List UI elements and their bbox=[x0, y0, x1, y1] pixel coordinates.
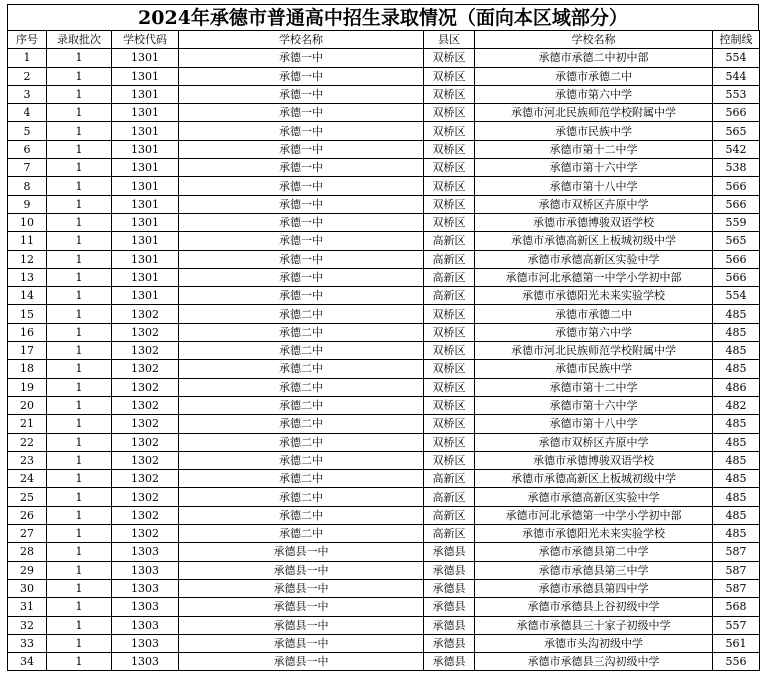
district-cell: 双桥区 bbox=[424, 85, 475, 103]
seq-cell: 11 bbox=[8, 232, 47, 250]
source-school-cell: 承德市承德县三沟初级中学 bbox=[475, 653, 713, 671]
school-code-cell: 1302 bbox=[112, 396, 179, 414]
admission-table bbox=[7, 30, 760, 671]
school-code-cell: 1302 bbox=[112, 433, 179, 451]
school-name-cell: 承德一中 bbox=[179, 49, 424, 67]
batch-cell: 1 bbox=[47, 159, 112, 177]
source-school-cell: 承德市承德阳光未来实验学校 bbox=[475, 287, 713, 305]
source-school-cell: 承德市承德二中 bbox=[475, 305, 713, 323]
district-cell: 承德县 bbox=[424, 579, 475, 597]
batch-cell: 1 bbox=[47, 433, 112, 451]
school-name-cell: 承德县一中 bbox=[179, 616, 424, 634]
table-row bbox=[8, 616, 760, 634]
table-row bbox=[8, 433, 760, 451]
seq-cell: 5 bbox=[8, 122, 47, 140]
seq-cell: 17 bbox=[8, 342, 47, 360]
school-code-cell: 1301 bbox=[112, 67, 179, 85]
school-code-cell: 1302 bbox=[112, 342, 179, 360]
source-school-cell: 承德市民族中学 bbox=[475, 122, 713, 140]
control-line-cell: 587 bbox=[713, 579, 760, 597]
source-school-cell: 承德市双桥区卉原中学 bbox=[475, 195, 713, 213]
table-row bbox=[8, 488, 760, 506]
school-name-cell: 承德一中 bbox=[179, 287, 424, 305]
table-row bbox=[8, 415, 760, 433]
school-name-cell: 承德二中 bbox=[179, 378, 424, 396]
seq-cell: 1 bbox=[8, 49, 47, 67]
control-line-cell: 556 bbox=[713, 653, 760, 671]
school-code-cell: 1301 bbox=[112, 268, 179, 286]
seq-cell: 2 bbox=[8, 67, 47, 85]
batch-cell: 1 bbox=[47, 470, 112, 488]
source-school-cell: 承德市承德二中 bbox=[475, 67, 713, 85]
batch-cell: 1 bbox=[47, 85, 112, 103]
table-row bbox=[8, 159, 760, 177]
school-name-cell: 承德二中 bbox=[179, 360, 424, 378]
table-row bbox=[8, 360, 760, 378]
school-name-cell: 承德县一中 bbox=[179, 653, 424, 671]
control-line-cell: 587 bbox=[713, 543, 760, 561]
batch-cell: 1 bbox=[47, 342, 112, 360]
district-cell: 双桥区 bbox=[424, 305, 475, 323]
district-cell: 双桥区 bbox=[424, 140, 475, 158]
header-row bbox=[8, 31, 760, 49]
seq-cell: 9 bbox=[8, 195, 47, 213]
control-line-cell: 587 bbox=[713, 561, 760, 579]
district-cell: 承德县 bbox=[424, 616, 475, 634]
school-name-cell: 承德县一中 bbox=[179, 598, 424, 616]
source-school-cell: 承德市河北民族师范学校附属中学 bbox=[475, 104, 713, 122]
school-name-cell: 承德二中 bbox=[179, 433, 424, 451]
control-line-cell: 566 bbox=[713, 268, 760, 286]
school-name-cell: 承德二中 bbox=[179, 305, 424, 323]
district-cell: 高新区 bbox=[424, 470, 475, 488]
source-school-cell: 承德市第十六中学 bbox=[475, 396, 713, 414]
table-row bbox=[8, 268, 760, 286]
source-school-cell: 承德市承德县第三中学 bbox=[475, 561, 713, 579]
header-seq: 序号 bbox=[8, 31, 47, 49]
school-name-cell: 承德一中 bbox=[179, 250, 424, 268]
control-line-cell: 566 bbox=[713, 195, 760, 213]
seq-cell: 33 bbox=[8, 634, 47, 652]
control-line-cell: 542 bbox=[713, 140, 760, 158]
school-name-cell: 承德一中 bbox=[179, 122, 424, 140]
sheet-title: 2024年承德市普通高中招生录取情况（面向本区域部分） bbox=[7, 4, 759, 30]
school-code-cell: 1301 bbox=[112, 232, 179, 250]
source-school-cell: 承德市承德博骏双语学校 bbox=[475, 213, 713, 231]
batch-cell: 1 bbox=[47, 104, 112, 122]
batch-cell: 1 bbox=[47, 634, 112, 652]
batch-cell: 1 bbox=[47, 305, 112, 323]
district-cell: 双桥区 bbox=[424, 396, 475, 414]
source-school-cell: 承德市承德高新区实验中学 bbox=[475, 488, 713, 506]
district-cell: 高新区 bbox=[424, 268, 475, 286]
source-school-cell: 承德市头沟初级中学 bbox=[475, 634, 713, 652]
school-code-cell: 1301 bbox=[112, 85, 179, 103]
seq-cell: 7 bbox=[8, 159, 47, 177]
school-name-cell: 承德二中 bbox=[179, 525, 424, 543]
seq-cell: 16 bbox=[8, 323, 47, 341]
batch-cell: 1 bbox=[47, 49, 112, 67]
source-school-cell: 承德市第十六中学 bbox=[475, 159, 713, 177]
control-line-cell: 561 bbox=[713, 634, 760, 652]
district-cell: 双桥区 bbox=[424, 433, 475, 451]
table-row bbox=[8, 634, 760, 652]
district-cell: 双桥区 bbox=[424, 213, 475, 231]
school-name-cell: 承德一中 bbox=[179, 268, 424, 286]
school-code-cell: 1303 bbox=[112, 543, 179, 561]
source-school-cell: 承德市河北承德第一中学小学初中部 bbox=[475, 506, 713, 524]
school-code-cell: 1303 bbox=[112, 634, 179, 652]
batch-cell: 1 bbox=[47, 525, 112, 543]
control-line-cell: 485 bbox=[713, 342, 760, 360]
control-line-cell: 485 bbox=[713, 506, 760, 524]
batch-cell: 1 bbox=[47, 451, 112, 469]
seq-cell: 22 bbox=[8, 433, 47, 451]
batch-cell: 1 bbox=[47, 415, 112, 433]
seq-cell: 15 bbox=[8, 305, 47, 323]
source-school-cell: 承德市民族中学 bbox=[475, 360, 713, 378]
control-line-cell: 565 bbox=[713, 232, 760, 250]
seq-cell: 23 bbox=[8, 451, 47, 469]
control-line-cell: 554 bbox=[713, 49, 760, 67]
school-name-cell: 承德县一中 bbox=[179, 543, 424, 561]
batch-cell: 1 bbox=[47, 268, 112, 286]
school-name-cell: 承德一中 bbox=[179, 232, 424, 250]
control-line-cell: 553 bbox=[713, 85, 760, 103]
table-row bbox=[8, 67, 760, 85]
district-cell: 高新区 bbox=[424, 525, 475, 543]
table-row bbox=[8, 451, 760, 469]
school-name-cell: 承德二中 bbox=[179, 342, 424, 360]
school-name-cell: 承德二中 bbox=[179, 488, 424, 506]
school-name-cell: 承德一中 bbox=[179, 104, 424, 122]
district-cell: 承德县 bbox=[424, 653, 475, 671]
source-school-cell: 承德市承德县上谷初级中学 bbox=[475, 598, 713, 616]
seq-cell: 3 bbox=[8, 85, 47, 103]
control-line-cell: 485 bbox=[713, 451, 760, 469]
batch-cell: 1 bbox=[47, 561, 112, 579]
school-code-cell: 1301 bbox=[112, 287, 179, 305]
control-line-cell: 566 bbox=[713, 177, 760, 195]
control-line-cell: 485 bbox=[713, 360, 760, 378]
school-code-cell: 1301 bbox=[112, 159, 179, 177]
school-name-cell: 承德二中 bbox=[179, 396, 424, 414]
seq-cell: 18 bbox=[8, 360, 47, 378]
source-school-cell: 承德市第六中学 bbox=[475, 85, 713, 103]
control-line-cell: 557 bbox=[713, 616, 760, 634]
source-school-cell: 承德市河北承德第一中学小学初中部 bbox=[475, 268, 713, 286]
table-row bbox=[8, 561, 760, 579]
table-row bbox=[8, 525, 760, 543]
batch-cell: 1 bbox=[47, 360, 112, 378]
table-row bbox=[8, 653, 760, 671]
batch-cell: 1 bbox=[47, 122, 112, 140]
district-cell: 承德县 bbox=[424, 634, 475, 652]
seq-cell: 32 bbox=[8, 616, 47, 634]
table-row bbox=[8, 49, 760, 67]
batch-cell: 1 bbox=[47, 598, 112, 616]
school-name-cell: 承德二中 bbox=[179, 451, 424, 469]
seq-cell: 14 bbox=[8, 287, 47, 305]
source-school-cell: 承德市第十八中学 bbox=[475, 177, 713, 195]
seq-cell: 21 bbox=[8, 415, 47, 433]
header-source-school: 学校名称 bbox=[475, 31, 713, 49]
district-cell: 双桥区 bbox=[424, 67, 475, 85]
control-line-cell: 568 bbox=[713, 598, 760, 616]
seq-cell: 27 bbox=[8, 525, 47, 543]
table-row bbox=[8, 232, 760, 250]
seq-cell: 6 bbox=[8, 140, 47, 158]
district-cell: 高新区 bbox=[424, 506, 475, 524]
school-code-cell: 1302 bbox=[112, 305, 179, 323]
seq-cell: 20 bbox=[8, 396, 47, 414]
control-line-cell: 485 bbox=[713, 488, 760, 506]
seq-cell: 24 bbox=[8, 470, 47, 488]
school-code-cell: 1302 bbox=[112, 525, 179, 543]
school-code-cell: 1301 bbox=[112, 140, 179, 158]
table-row bbox=[8, 396, 760, 414]
school-name-cell: 承德一中 bbox=[179, 177, 424, 195]
school-code-cell: 1303 bbox=[112, 653, 179, 671]
batch-cell: 1 bbox=[47, 250, 112, 268]
seq-cell: 19 bbox=[8, 378, 47, 396]
batch-cell: 1 bbox=[47, 323, 112, 341]
table-row bbox=[8, 506, 760, 524]
school-code-cell: 1301 bbox=[112, 177, 179, 195]
source-school-cell: 承德市承德阳光未来实验学校 bbox=[475, 525, 713, 543]
school-code-cell: 1303 bbox=[112, 616, 179, 634]
school-code-cell: 1302 bbox=[112, 360, 179, 378]
table-row bbox=[8, 598, 760, 616]
school-name-cell: 承德一中 bbox=[179, 195, 424, 213]
school-code-cell: 1301 bbox=[112, 49, 179, 67]
school-code-cell: 1303 bbox=[112, 561, 179, 579]
school-code-cell: 1302 bbox=[112, 470, 179, 488]
batch-cell: 1 bbox=[47, 506, 112, 524]
batch-cell: 1 bbox=[47, 653, 112, 671]
school-code-cell: 1302 bbox=[112, 323, 179, 341]
seq-cell: 31 bbox=[8, 598, 47, 616]
school-name-cell: 承德一中 bbox=[179, 140, 424, 158]
district-cell: 双桥区 bbox=[424, 49, 475, 67]
school-code-cell: 1301 bbox=[112, 122, 179, 140]
batch-cell: 1 bbox=[47, 396, 112, 414]
header-school-name: 学校名称 bbox=[179, 31, 424, 49]
control-line-cell: 565 bbox=[713, 122, 760, 140]
source-school-cell: 承德市第十二中学 bbox=[475, 140, 713, 158]
district-cell: 双桥区 bbox=[424, 159, 475, 177]
district-cell: 双桥区 bbox=[424, 122, 475, 140]
seq-cell: 13 bbox=[8, 268, 47, 286]
school-name-cell: 承德二中 bbox=[179, 415, 424, 433]
header-district: 县区 bbox=[424, 31, 475, 49]
control-line-cell: 485 bbox=[713, 433, 760, 451]
seq-cell: 25 bbox=[8, 488, 47, 506]
batch-cell: 1 bbox=[47, 579, 112, 597]
header-batch: 录取批次 bbox=[47, 31, 112, 49]
table-row bbox=[8, 104, 760, 122]
table-row bbox=[8, 250, 760, 268]
source-school-cell: 承德市承德二中初中部 bbox=[475, 49, 713, 67]
source-school-cell: 承德市第十二中学 bbox=[475, 378, 713, 396]
control-line-cell: 482 bbox=[713, 396, 760, 414]
control-line-cell: 485 bbox=[713, 323, 760, 341]
district-cell: 双桥区 bbox=[424, 104, 475, 122]
control-line-cell: 485 bbox=[713, 525, 760, 543]
school-code-cell: 1301 bbox=[112, 213, 179, 231]
batch-cell: 1 bbox=[47, 287, 112, 305]
school-name-cell: 承德县一中 bbox=[179, 579, 424, 597]
district-cell: 高新区 bbox=[424, 250, 475, 268]
district-cell: 双桥区 bbox=[424, 342, 475, 360]
table-row bbox=[8, 287, 760, 305]
control-line-cell: 538 bbox=[713, 159, 760, 177]
table-row bbox=[8, 213, 760, 231]
district-cell: 高新区 bbox=[424, 287, 475, 305]
control-line-cell: 486 bbox=[713, 378, 760, 396]
table-row bbox=[8, 323, 760, 341]
seq-cell: 34 bbox=[8, 653, 47, 671]
source-school-cell: 承德市河北民族师范学校附属中学 bbox=[475, 342, 713, 360]
source-school-cell: 承德市第十八中学 bbox=[475, 415, 713, 433]
district-cell: 承德县 bbox=[424, 543, 475, 561]
school-name-cell: 承德二中 bbox=[179, 506, 424, 524]
district-cell: 双桥区 bbox=[424, 415, 475, 433]
school-name-cell: 承德县一中 bbox=[179, 634, 424, 652]
source-school-cell: 承德市承德县第二中学 bbox=[475, 543, 713, 561]
table-row bbox=[8, 342, 760, 360]
school-code-cell: 1302 bbox=[112, 415, 179, 433]
school-code-cell: 1302 bbox=[112, 451, 179, 469]
district-cell: 双桥区 bbox=[424, 360, 475, 378]
seq-cell: 30 bbox=[8, 579, 47, 597]
table-row bbox=[8, 305, 760, 323]
district-cell: 双桥区 bbox=[424, 378, 475, 396]
seq-cell: 12 bbox=[8, 250, 47, 268]
district-cell: 高新区 bbox=[424, 232, 475, 250]
control-line-cell: 566 bbox=[713, 250, 760, 268]
batch-cell: 1 bbox=[47, 378, 112, 396]
header-control-line: 控制线 bbox=[713, 31, 760, 49]
source-school-cell: 承德市承德县第四中学 bbox=[475, 579, 713, 597]
district-cell: 双桥区 bbox=[424, 195, 475, 213]
school-code-cell: 1302 bbox=[112, 506, 179, 524]
school-code-cell: 1302 bbox=[112, 378, 179, 396]
control-line-cell: 566 bbox=[713, 104, 760, 122]
source-school-cell: 承德市承德高新区上板城初级中学 bbox=[475, 232, 713, 250]
table-body bbox=[8, 49, 760, 671]
district-cell: 承德县 bbox=[424, 561, 475, 579]
district-cell: 承德县 bbox=[424, 598, 475, 616]
table-row bbox=[8, 543, 760, 561]
school-name-cell: 承德一中 bbox=[179, 85, 424, 103]
source-school-cell: 承德市承德县三十家子初级中学 bbox=[475, 616, 713, 634]
control-line-cell: 544 bbox=[713, 67, 760, 85]
district-cell: 双桥区 bbox=[424, 451, 475, 469]
school-name-cell: 承德县一中 bbox=[179, 561, 424, 579]
table-row bbox=[8, 140, 760, 158]
table-row bbox=[8, 195, 760, 213]
school-code-cell: 1303 bbox=[112, 579, 179, 597]
seq-cell: 10 bbox=[8, 213, 47, 231]
school-code-cell: 1303 bbox=[112, 598, 179, 616]
batch-cell: 1 bbox=[47, 616, 112, 634]
source-school-cell: 承德市承德博骏双语学校 bbox=[475, 451, 713, 469]
district-cell: 双桥区 bbox=[424, 323, 475, 341]
control-line-cell: 485 bbox=[713, 470, 760, 488]
batch-cell: 1 bbox=[47, 177, 112, 195]
school-name-cell: 承德一中 bbox=[179, 67, 424, 85]
district-cell: 双桥区 bbox=[424, 177, 475, 195]
seq-cell: 8 bbox=[8, 177, 47, 195]
admission-sheet bbox=[7, 4, 759, 671]
school-code-cell: 1301 bbox=[112, 104, 179, 122]
table-row bbox=[8, 177, 760, 195]
school-name-cell: 承德一中 bbox=[179, 213, 424, 231]
table-row bbox=[8, 85, 760, 103]
table-row bbox=[8, 579, 760, 597]
batch-cell: 1 bbox=[47, 543, 112, 561]
district-cell: 高新区 bbox=[424, 488, 475, 506]
batch-cell: 1 bbox=[47, 67, 112, 85]
school-code-cell: 1301 bbox=[112, 250, 179, 268]
seq-cell: 26 bbox=[8, 506, 47, 524]
school-code-cell: 1302 bbox=[112, 488, 179, 506]
table-row bbox=[8, 122, 760, 140]
batch-cell: 1 bbox=[47, 488, 112, 506]
seq-cell: 28 bbox=[8, 543, 47, 561]
batch-cell: 1 bbox=[47, 140, 112, 158]
seq-cell: 4 bbox=[8, 104, 47, 122]
school-name-cell: 承德二中 bbox=[179, 470, 424, 488]
seq-cell: 29 bbox=[8, 561, 47, 579]
header-school-code: 学校代码 bbox=[112, 31, 179, 49]
batch-cell: 1 bbox=[47, 195, 112, 213]
school-name-cell: 承德二中 bbox=[179, 323, 424, 341]
school-name-cell: 承德一中 bbox=[179, 159, 424, 177]
control-line-cell: 485 bbox=[713, 415, 760, 433]
control-line-cell: 485 bbox=[713, 305, 760, 323]
batch-cell: 1 bbox=[47, 232, 112, 250]
table-row bbox=[8, 470, 760, 488]
school-code-cell: 1301 bbox=[112, 195, 179, 213]
source-school-cell: 承德市第六中学 bbox=[475, 323, 713, 341]
source-school-cell: 承德市双桥区卉原中学 bbox=[475, 433, 713, 451]
table-row bbox=[8, 378, 760, 396]
source-school-cell: 承德市承德高新区上板城初级中学 bbox=[475, 470, 713, 488]
control-line-cell: 559 bbox=[713, 213, 760, 231]
control-line-cell: 554 bbox=[713, 287, 760, 305]
source-school-cell: 承德市承德高新区实验中学 bbox=[475, 250, 713, 268]
batch-cell: 1 bbox=[47, 213, 112, 231]
